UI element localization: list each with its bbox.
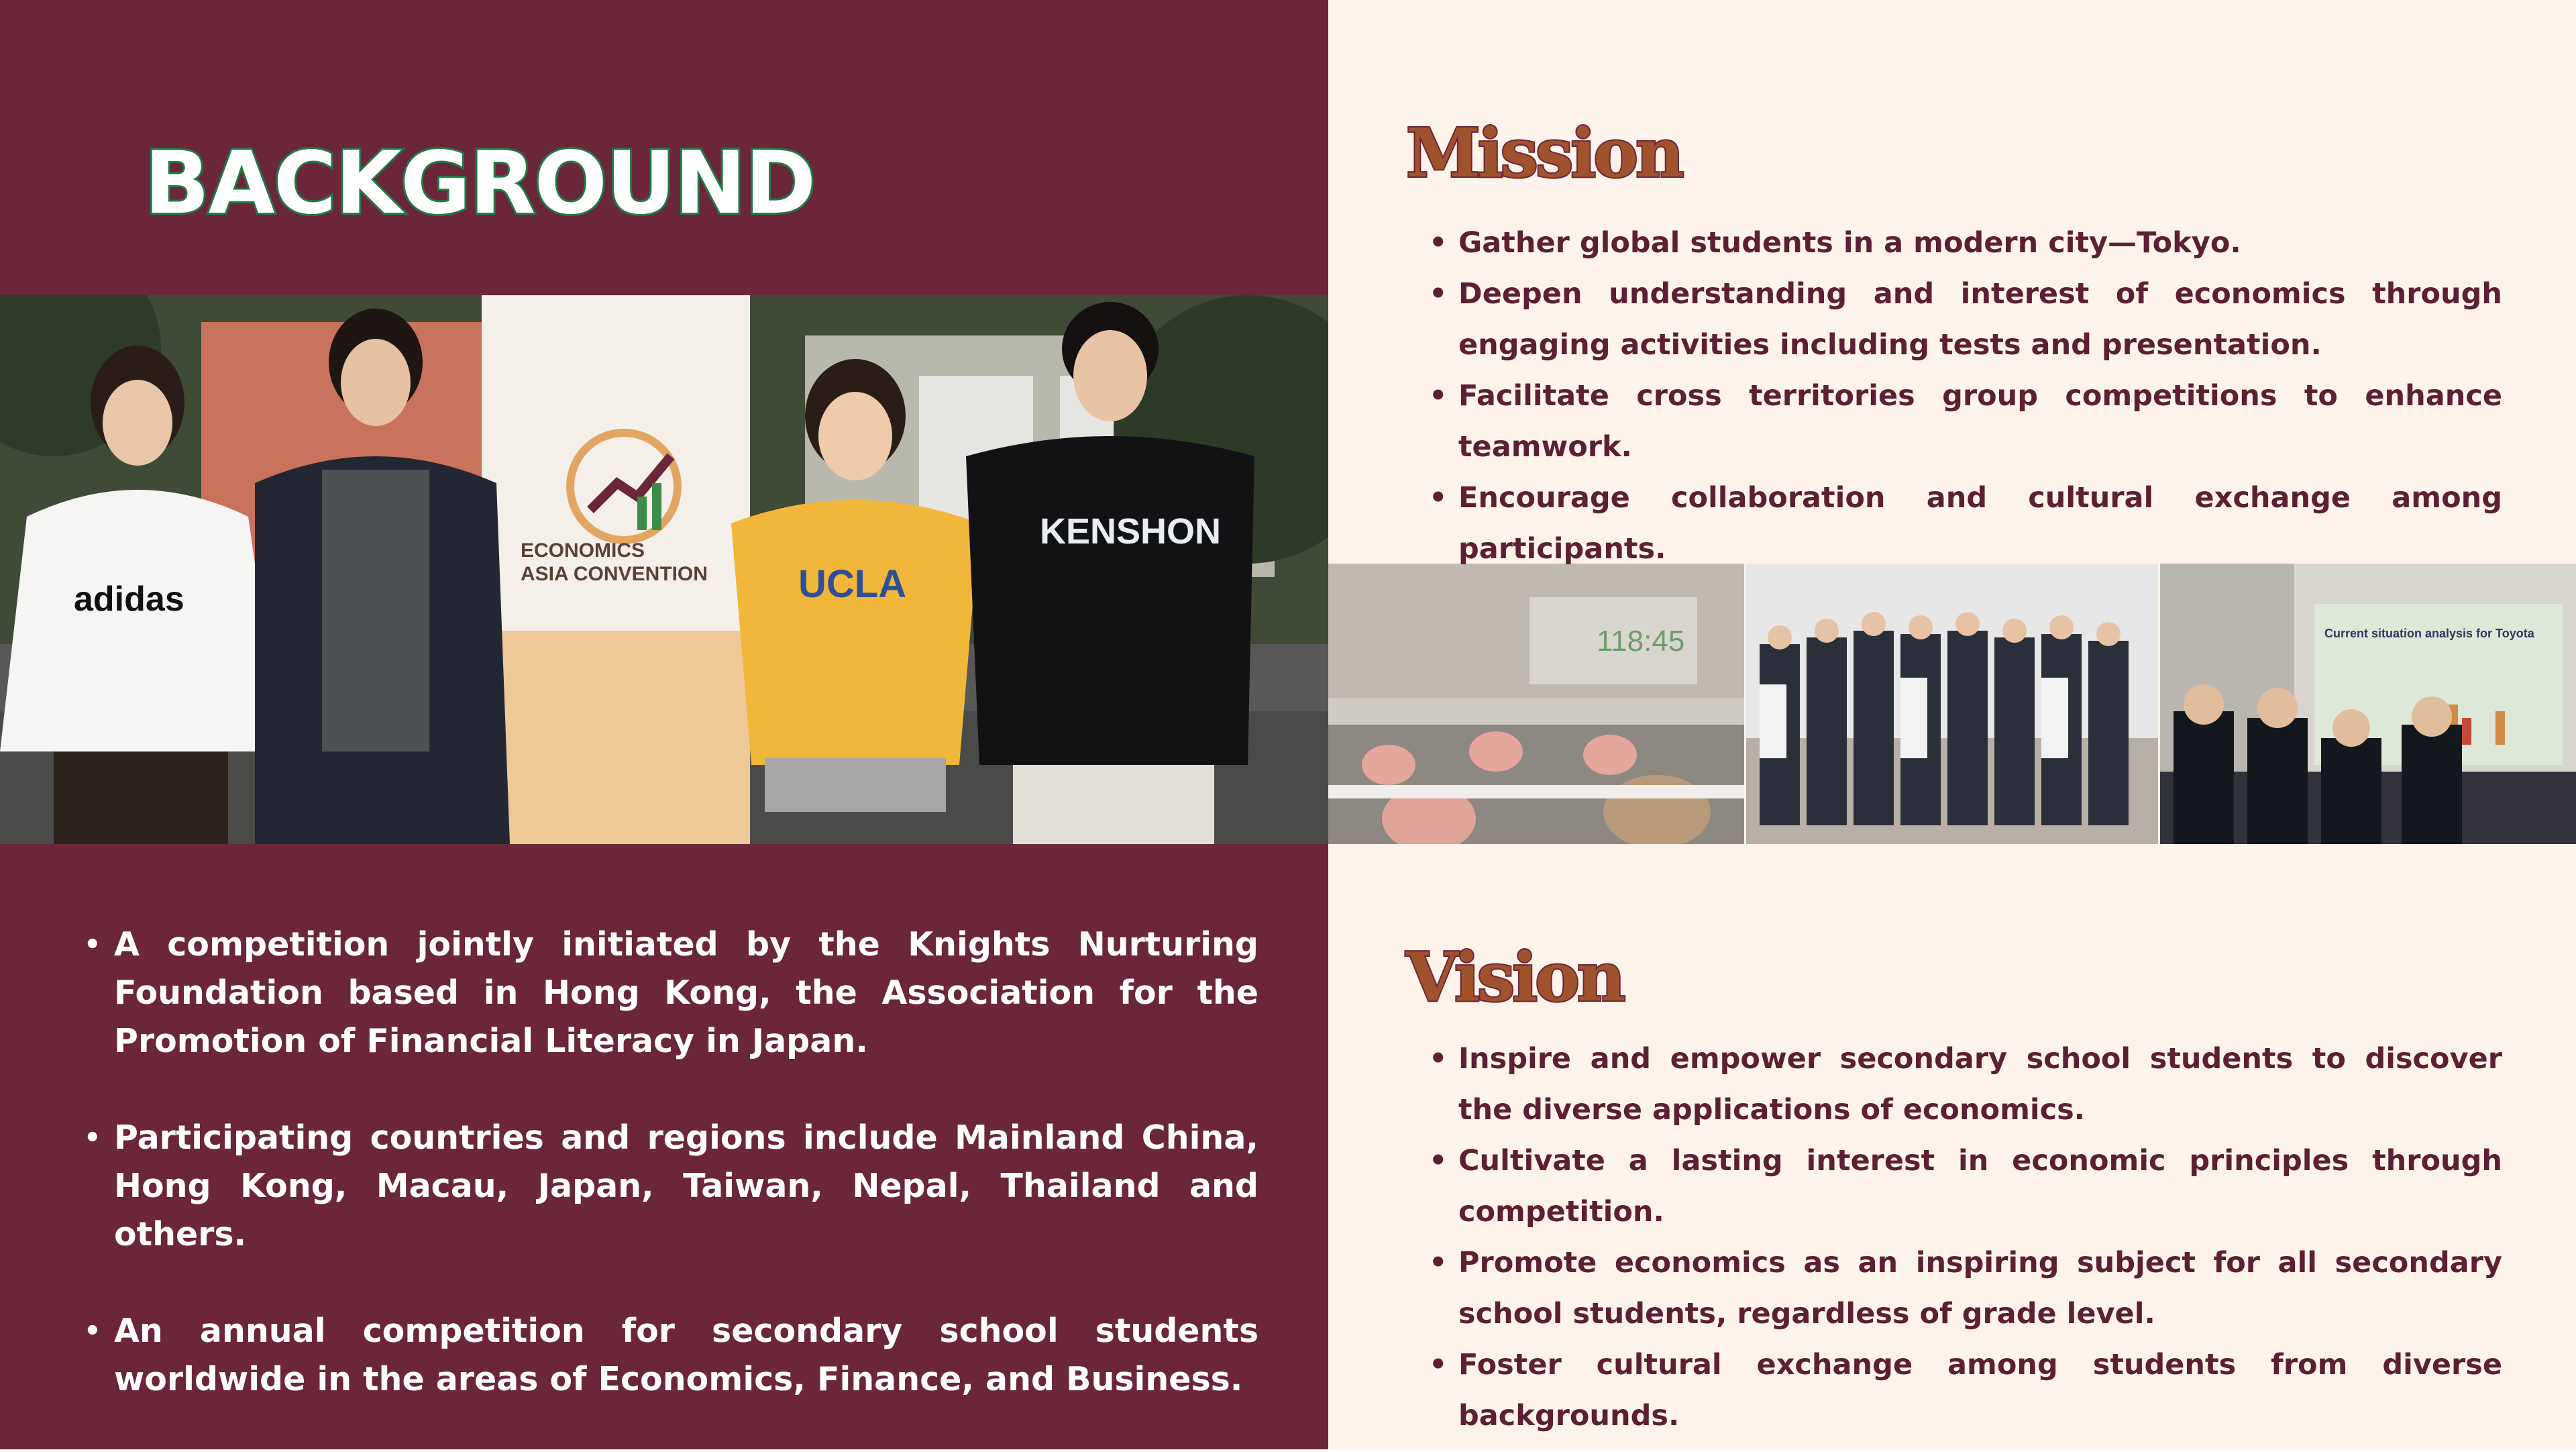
presentation-photo — [2160, 564, 2576, 844]
slide-title: Current situation analysis for Toyota — [2324, 627, 2534, 640]
background-bullet: • A competition jointly initiated by the Knights Nurturing Foundation based in Hong Kong, the Association for the Promotion of Financial Literacy in Japan. — [80, 921, 1258, 1066]
background-bullet: • An annual competition for secondary school students worldwide in the areas of Economics, Finance, and Business. — [80, 1307, 1258, 1404]
background-title: BACKGROUND — [144, 134, 815, 234]
shirt-text-3: KENSHON — [1040, 511, 1222, 552]
background-list — [80, 921, 1258, 1452]
vision-bullet: • Foster cultural exchange among students from diverse backgrounds. — [1425, 1339, 2502, 1441]
shirt-text-2: UCLA — [798, 562, 907, 606]
exam-hall-photo — [1328, 564, 1744, 844]
banner-line-2: ASIA CONVENTION — [521, 563, 708, 585]
vision-heading: Vision — [1406, 937, 1623, 1017]
vision-bullet: • Cultivate a lasting interest in economic principles through competition. — [1425, 1135, 2502, 1237]
vision-bullet: • Inspire and empower secondary school students to discover the diverse applications of economics. — [1425, 1033, 2502, 1135]
group-photo — [0, 295, 1328, 844]
shirt-text-1: adidas — [74, 580, 184, 619]
vision-list — [1425, 1033, 2502, 1441]
team-group-photo — [1746, 564, 2158, 844]
banner-line-1: ECONOMICS — [521, 539, 645, 562]
exam-timer: 118:45 — [1597, 625, 1685, 658]
mission-bullet: • Encourage collaboration and cultural exchange among participants. — [1425, 472, 2502, 574]
mission-bullet: • Deepen understanding and interest of economics through engaging activities including tests and presentation. — [1425, 268, 2502, 370]
mission-bullet: • Gather global students in a modern city—Tokyo. — [1425, 217, 2502, 268]
background-bullet: • Participating countries and regions include Mainland China, Hong Kong, Macau, Japan, Taiwan, Nepal, Thailand and others. — [80, 1114, 1258, 1259]
vision-bullet: • Promote economics as an inspiring subject for all secondary school students, regardless of grade level. — [1425, 1237, 2502, 1339]
mission-bullet: • Facilitate cross territories group competitions to enhance teamwork. — [1425, 370, 2502, 472]
mission-list — [1425, 217, 2502, 574]
mission-heading: Mission — [1406, 113, 1682, 193]
